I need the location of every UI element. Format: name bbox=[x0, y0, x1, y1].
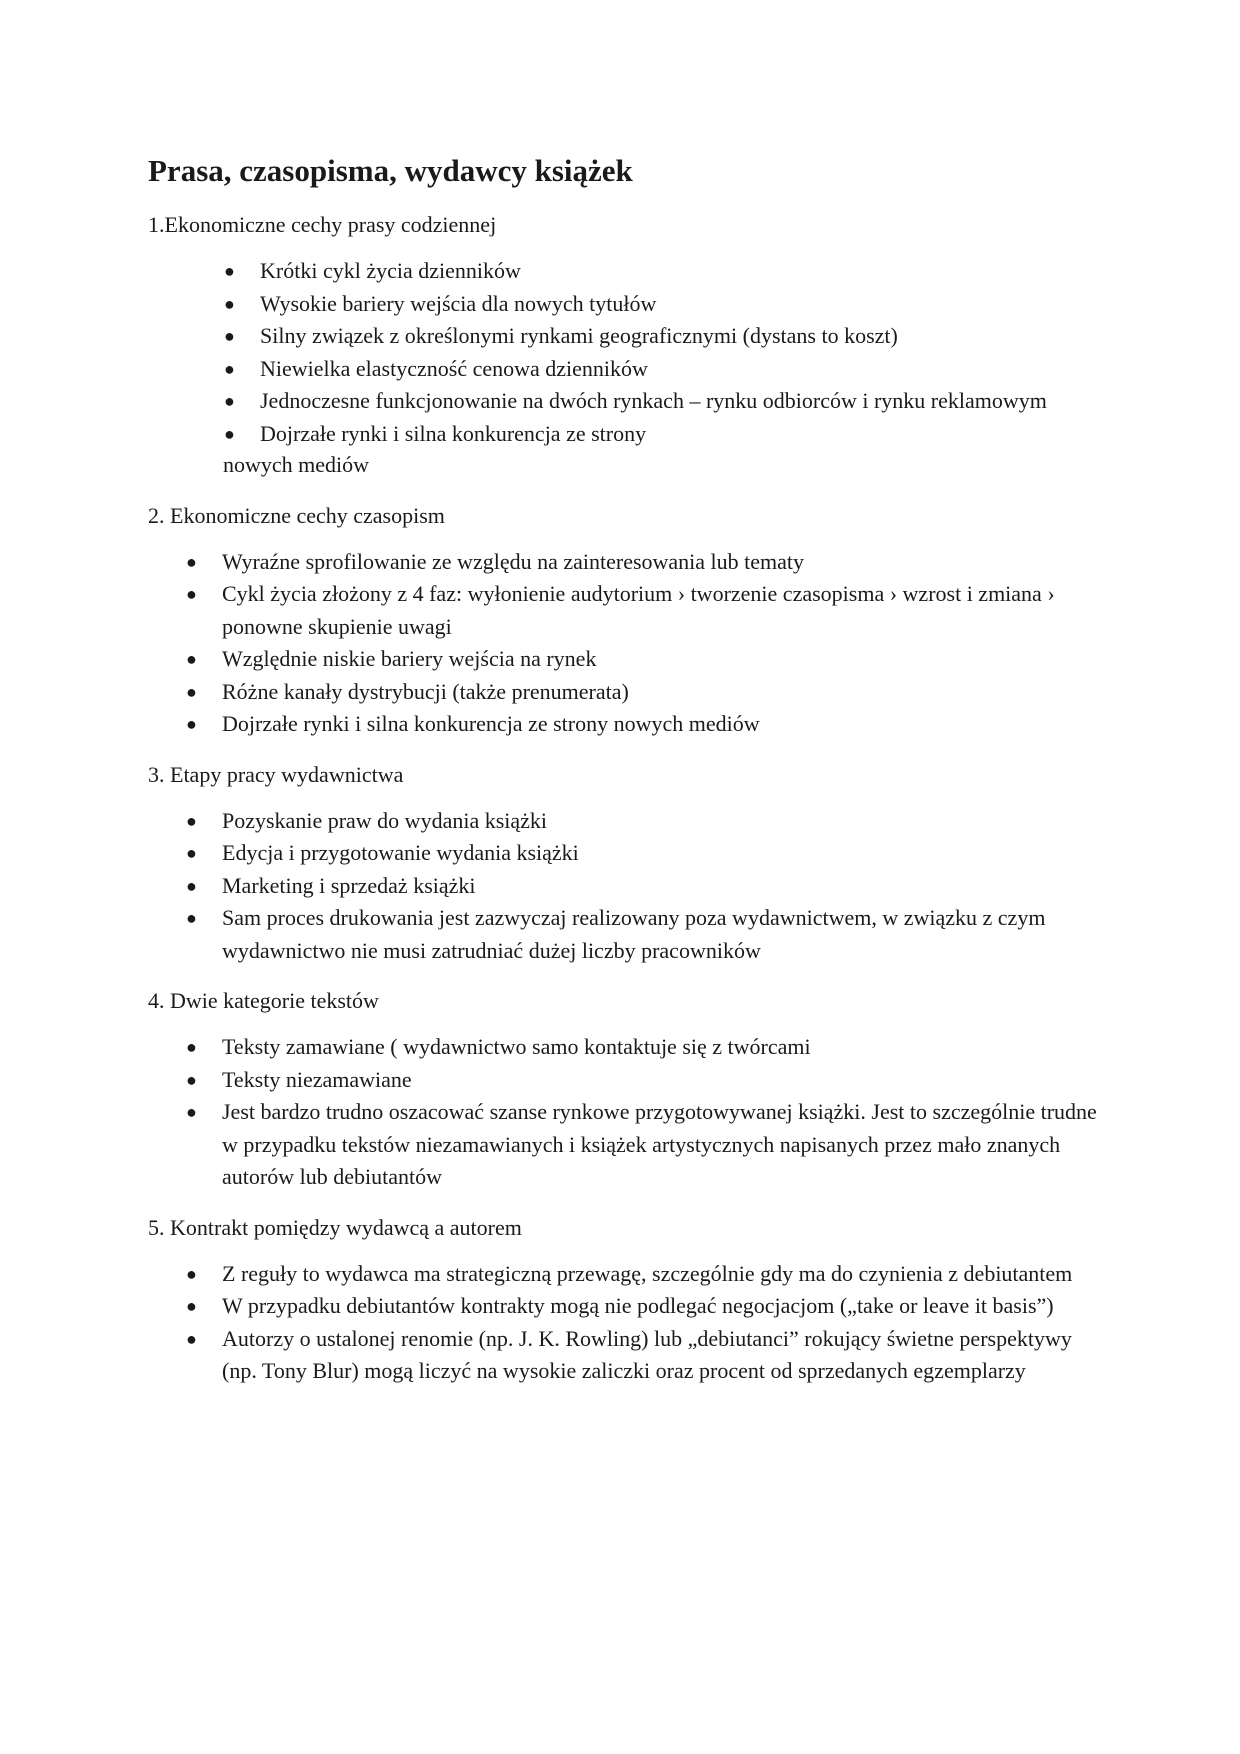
section-1 bbox=[148, 209, 1108, 480]
bullet-icon: ● bbox=[186, 551, 197, 572]
list-item: ● Dojrzałe rynki i silna konkurencja ze strony nowych mediów bbox=[222, 708, 1108, 741]
document-title: Prasa, czasopisma, wydawcy książek bbox=[148, 153, 633, 188]
list-item: ● Względnie niskie bariery wejścia na rynek bbox=[222, 643, 1108, 676]
list-item: ● Teksty niezamawiane bbox=[222, 1064, 1108, 1097]
bullet-list bbox=[148, 1258, 1108, 1388]
section-heading: 2. Ekonomiczne cechy czasopism bbox=[148, 503, 445, 529]
list-item: ● Autorzy o ustalonej renomie (np. J. K. Rowling) lub „debiutanci” rokujący świetne perspektywy (np. Tony Blur) mogą liczyć na wysokie zaliczki oraz procent od sprzedanych egzemplarzy bbox=[222, 1323, 1108, 1388]
section-heading: 5. Kontrakt pomiędzy wydawcą a autorem bbox=[148, 1214, 522, 1240]
section-heading: 1.Ekonomiczne cechy prasy codziennej bbox=[148, 212, 497, 238]
bullet-icon: ● bbox=[224, 261, 235, 282]
bullet-icon: ● bbox=[186, 810, 197, 831]
list-item: ● Wyraźne sprofilowanie ze względu na zainteresowania lub tematy bbox=[222, 546, 1108, 579]
bullet-icon: ● bbox=[186, 1069, 197, 1090]
bullet-icon: ● bbox=[186, 714, 197, 735]
section-3 bbox=[148, 759, 1108, 967]
bullet-icon: ● bbox=[224, 326, 235, 347]
list-item: ● Pozyskanie praw do wydania książki bbox=[222, 805, 1108, 838]
list-item: ● Sam proces drukowania jest zazwyczaj realizowany poza wydawnictwem, w związku z czym wydawnictwo nie musi zatrudniać dużej liczby pracowników bbox=[222, 902, 1108, 967]
bullet-icon: ● bbox=[186, 908, 197, 929]
list-item-continuation: nowych mediów bbox=[223, 452, 370, 478]
list-item: ● Jednoczesne funkcjonowanie na dwóch rynkach – rynku odbiorców i rynku reklamowym bbox=[260, 385, 1108, 418]
bullet-icon: ● bbox=[186, 1296, 197, 1317]
document-page bbox=[148, 140, 1108, 1406]
list-item: ● Marketing i sprzedaż książki bbox=[222, 870, 1108, 903]
list-item: ● Niewielka elastyczność cenowa dzienników bbox=[260, 353, 1108, 386]
bullet-icon: ● bbox=[224, 358, 235, 379]
section-4 bbox=[148, 985, 1108, 1193]
list-item: ● Teksty zamawiane ( wydawnictwo samo kontaktuje się z twórcami bbox=[222, 1031, 1108, 1064]
list-item: ● Z reguły to wydawca ma strategiczną przewagę, szczególnie gdy ma do czynienia z debiutantem bbox=[222, 1258, 1108, 1291]
section-heading: 3. Etapy pracy wydawnictwa bbox=[148, 761, 404, 787]
list-item: ● Krótki cykl życia dzienników bbox=[260, 255, 1108, 288]
bullet-list bbox=[148, 1031, 1108, 1194]
bullet-icon: ● bbox=[186, 875, 197, 896]
bullet-icon: ● bbox=[186, 843, 197, 864]
bullet-icon: ● bbox=[224, 391, 235, 412]
bullet-list bbox=[148, 546, 1108, 741]
list-item: ● Cykl życia złożony z 4 faz: wyłonienie audytorium › tworzenie czasopisma › wzrost i zmiana › ponowne skupienie uwagi bbox=[222, 578, 1108, 643]
list-item: ● Silny związek z określonymi rynkami geograficznymi (dystans to koszt) bbox=[260, 320, 1108, 353]
bullet-icon: ● bbox=[186, 1263, 197, 1284]
section-heading: 4. Dwie kategorie tekstów bbox=[148, 988, 379, 1014]
list-item: ● Dojrzałe rynki i silna konkurencja ze strony bbox=[260, 418, 1108, 451]
list-item: ● Wysokie bariery wejścia dla nowych tytułów bbox=[260, 288, 1108, 321]
bullet-icon: ● bbox=[186, 681, 197, 702]
section-5 bbox=[148, 1212, 1108, 1388]
bullet-list bbox=[148, 255, 1108, 450]
list-item: ● Różne kanały dystrybucji (także prenumerata) bbox=[222, 676, 1108, 709]
bullet-icon: ● bbox=[186, 584, 197, 605]
bullet-icon: ● bbox=[186, 1102, 197, 1123]
list-item: ● W przypadku debiutantów kontrakty mogą nie podlegać negocjacjom („take or leave it basis”) bbox=[222, 1290, 1108, 1323]
list-item: ● Jest bardzo trudno oszacować szanse rynkowe przygotowywanej książki. Jest to szczególnie trudne w przypadku tekstów niezamawianych i książek artystycznych napisanych przez mało znanych autorów lub debiutantów bbox=[222, 1096, 1108, 1194]
bullet-icon: ● bbox=[186, 1328, 197, 1349]
section-2 bbox=[148, 500, 1108, 741]
bullet-icon: ● bbox=[186, 649, 197, 670]
bullet-icon: ● bbox=[224, 293, 235, 314]
bullet-icon: ● bbox=[186, 1037, 197, 1058]
bullet-list bbox=[148, 805, 1108, 968]
list-item: ● Edycja i przygotowanie wydania książki bbox=[222, 837, 1108, 870]
bullet-icon: ● bbox=[224, 423, 235, 444]
